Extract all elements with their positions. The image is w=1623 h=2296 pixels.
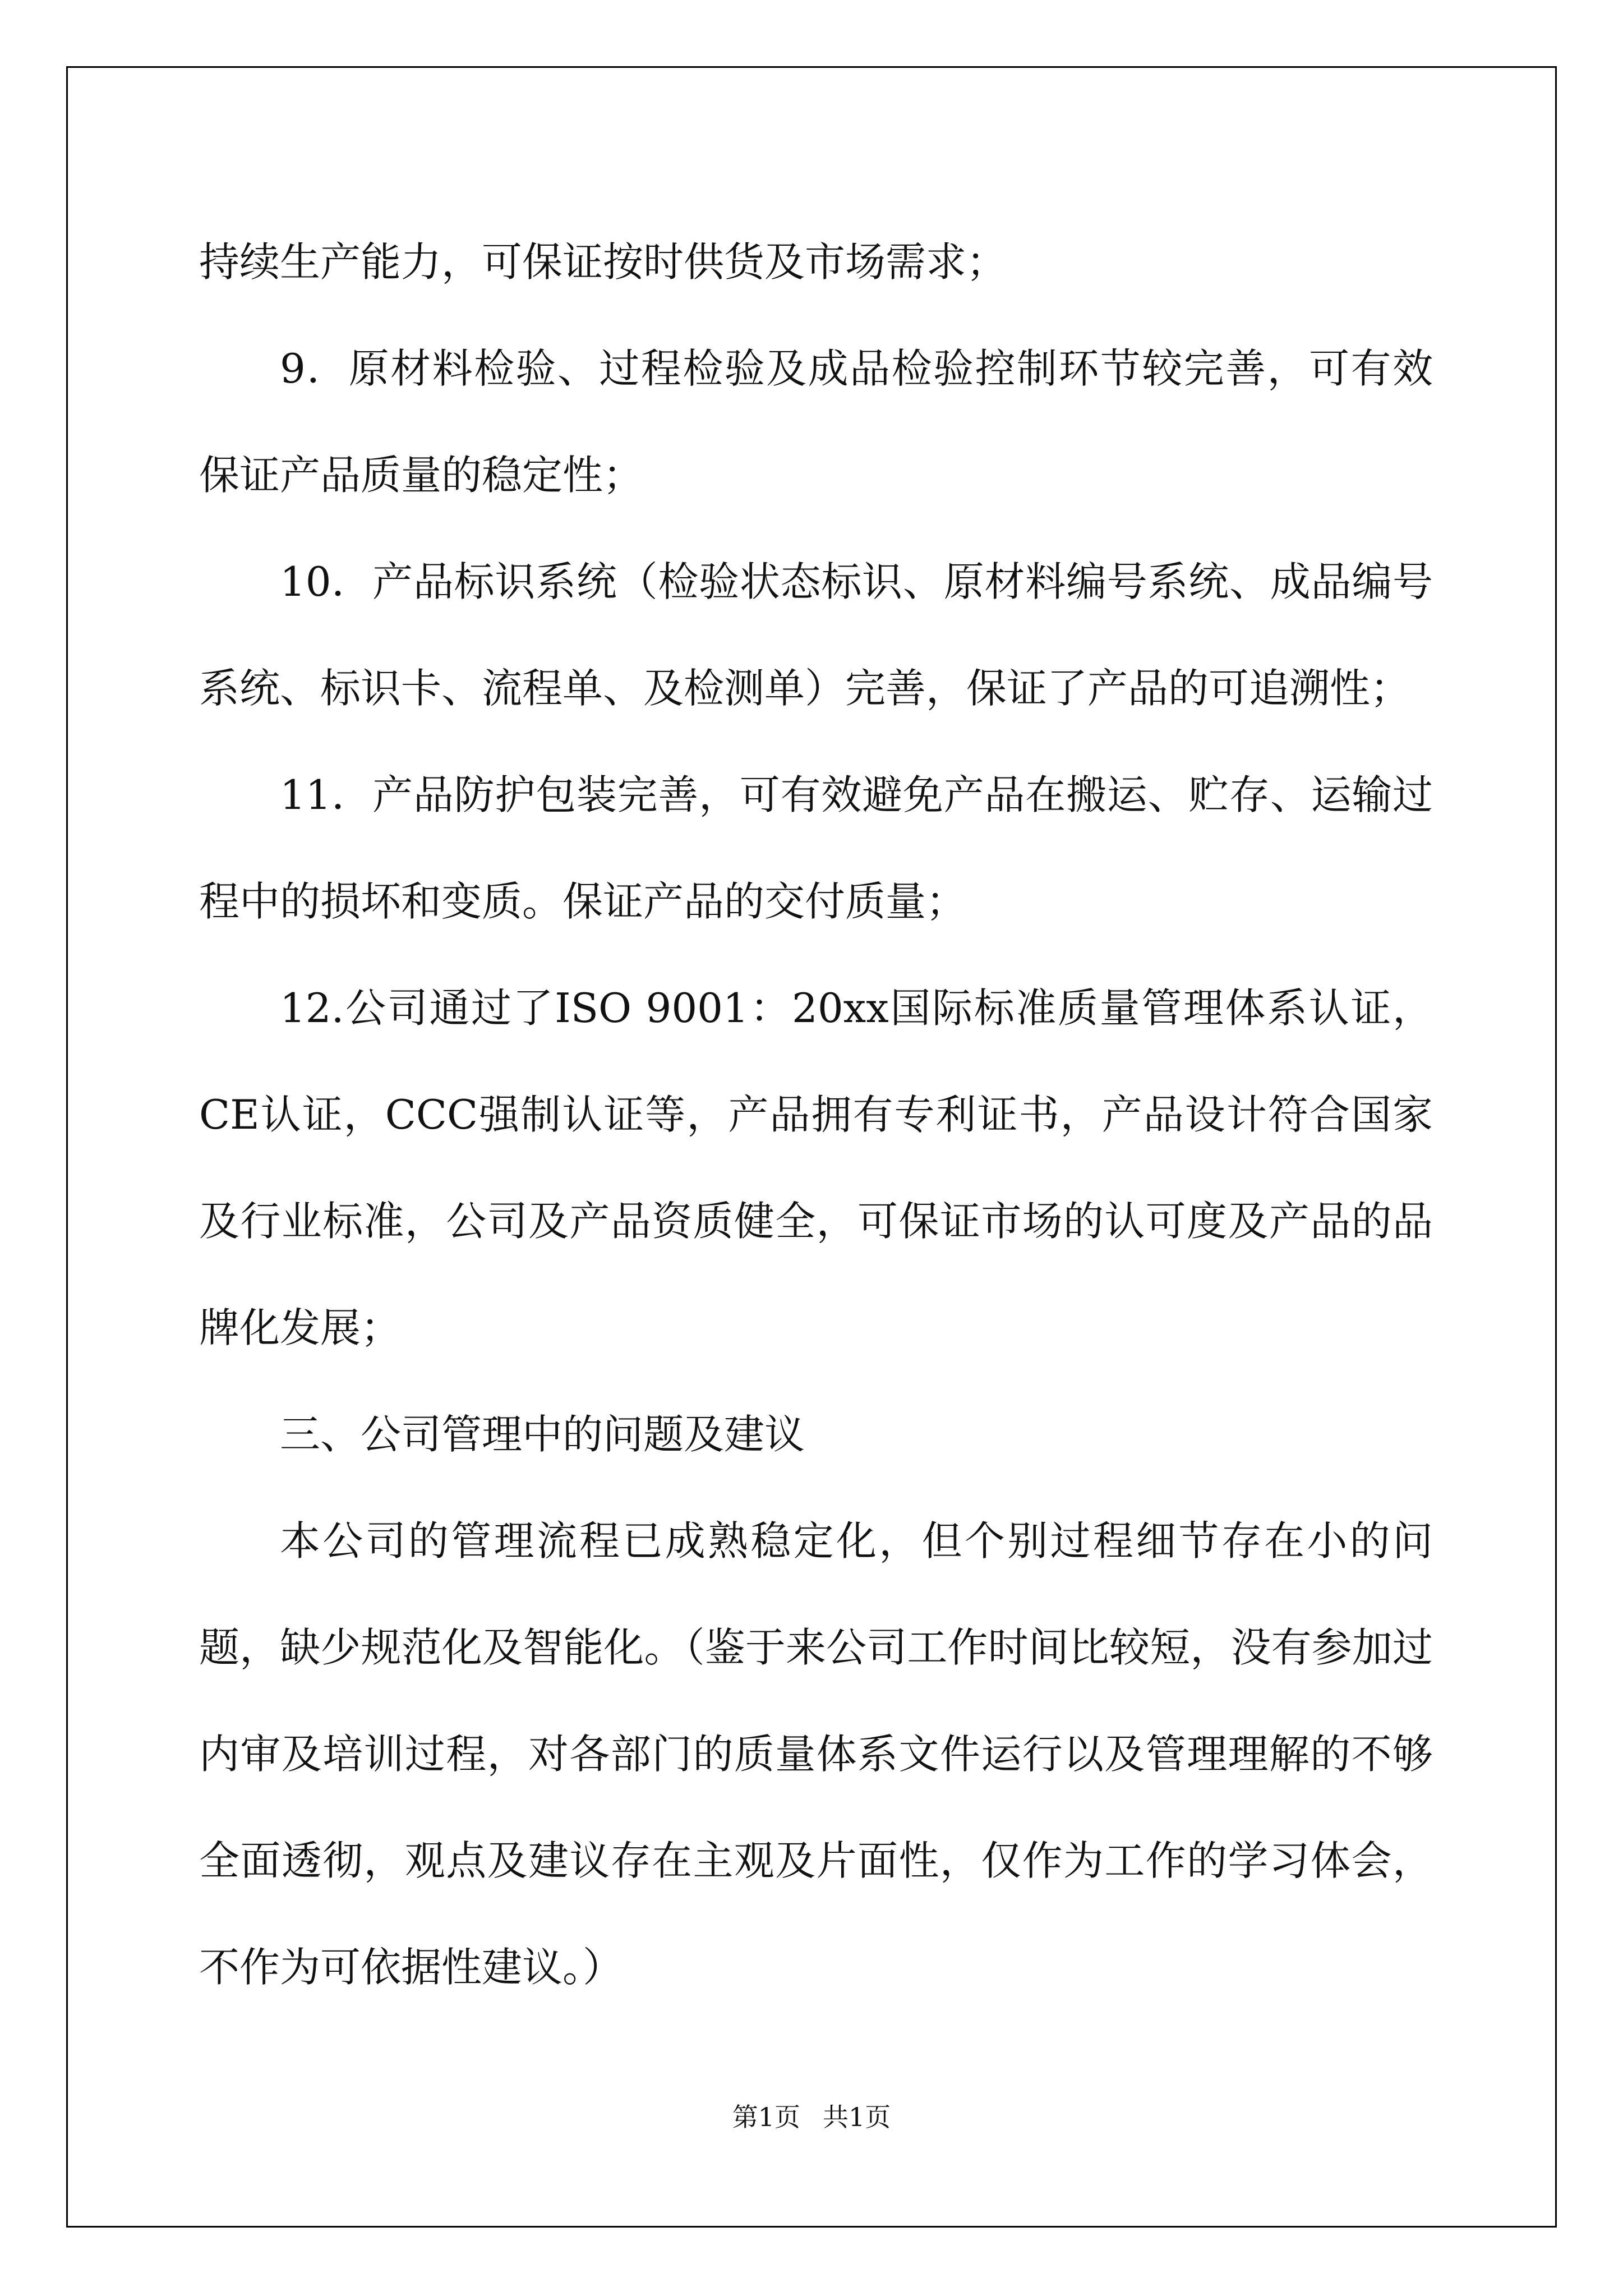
paragraph-item-9: 9．原材料检验、过程检验及成品检验控制环节较完善，可有效保证产品质量的稳定性； <box>199 345 1433 499</box>
document-body <box>199 209 1433 2021</box>
paragraph-continuation: 持续生产能力，可保证按时供货及市场需求； <box>199 238 1007 286</box>
paragraph-management-issues: 本公司的管理流程已成熟稳定化，但个别过程细节存在小的问题，缺少规范化及智能化。（鉴于来公司工作时间比较短，没有参加过内审及培训过程，对各部门的质量体系文件运行以及管理理解的不够全面透彻，观点及建议存在主观及片面性，仅作为工作的学习体会，不作为可依据性建议。） <box>199 1517 1433 1991</box>
paragraph-item-12: 12.公司通过了ISO 9001：20xx国际标准质量管理体系认证， CE认证，CCC强制认证等，产品拥有专利证书，产品设计符合国家及行业标准，公司及产品资质健全，可保证市场的认可度及产品的品牌化发展； <box>199 984 1433 1351</box>
page-footer <box>0 2097 1623 2134</box>
section-heading: 三、公司管理中的问题及建议 <box>280 1411 805 1458</box>
page-total: 共1页 <box>823 2102 891 2132</box>
paragraph-item-11: 11．产品防护包装完善，可有效避免产品在搬运、贮存、运输过程中的损坏和变质。保证产品的交付质量； <box>199 771 1433 925</box>
page-number: 第1页 <box>732 2102 800 2132</box>
paragraph-item-10: 10．产品标识系统（检验状态标识、原材料编号系统、成品编号系统、标识卡、流程单、及检测单）完善，保证了产品的可追溯性； <box>199 558 1433 712</box>
